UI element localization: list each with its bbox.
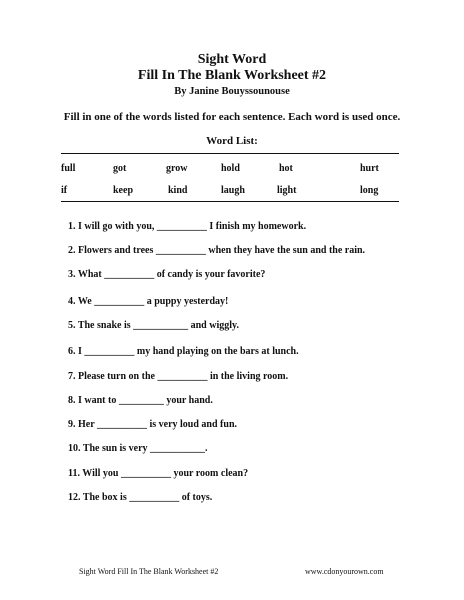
worksheet-title-line-2: Fill In The Blank Worksheet #2 [137, 68, 327, 83]
word-list-item: keep [113, 185, 133, 196]
word-list-box [61, 153, 399, 202]
word-list-item: light [277, 185, 297, 196]
question-10: 10. The sun is very ___________. [68, 443, 208, 454]
word-list-item: got [113, 163, 127, 174]
worksheet-author: By Janine Bouyssounouse [174, 86, 290, 97]
question-3: 3. What __________ of candy is your favorite? [68, 269, 266, 280]
word-list-item: kind [168, 185, 188, 196]
footer-worksheet-name: Sight Word Fill In The Blank Worksheet #2 [79, 567, 219, 576]
word-list-item: hurt [360, 163, 379, 174]
word-list-item: full [61, 163, 76, 174]
question-4: 4. We __________ a puppy yesterday! [68, 296, 229, 307]
question-7: 7. Please turn on the __________ in the living room. [68, 371, 289, 382]
worksheet-title-line-1: Sight Word [197, 52, 267, 67]
word-list-item: long [360, 185, 379, 196]
word-list-item: laugh [221, 185, 245, 196]
question-6: 6. I __________ my hand playing on the bars at lunch. [68, 346, 299, 357]
word-list-item: grow [166, 163, 188, 174]
word-list-item: hot [279, 163, 293, 174]
question-5: 5. The snake is ___________ and wiggly. [68, 320, 239, 331]
question-8: 8. I want to _________ your hand. [68, 395, 213, 406]
word-list-item: if [61, 185, 68, 196]
word-list-title: Word List: [206, 135, 258, 147]
question-9: 9. Her __________ is very loud and fun. [68, 419, 237, 430]
instructions: Fill in one of the words listed for each sentence. Each word is used once. [63, 111, 401, 123]
question-2: 2. Flowers and trees __________ when they have the sun and the rain. [68, 245, 366, 256]
question-11: 11. Will you __________ your room clean? [68, 468, 249, 479]
word-list-item: hold [221, 163, 240, 174]
footer-website: www.cdonyourown.com [305, 567, 384, 576]
question-1: 1. I will go with you, __________ I finish my homework. [68, 221, 307, 232]
question-12: 12. The box is __________ of toys. [68, 492, 213, 503]
